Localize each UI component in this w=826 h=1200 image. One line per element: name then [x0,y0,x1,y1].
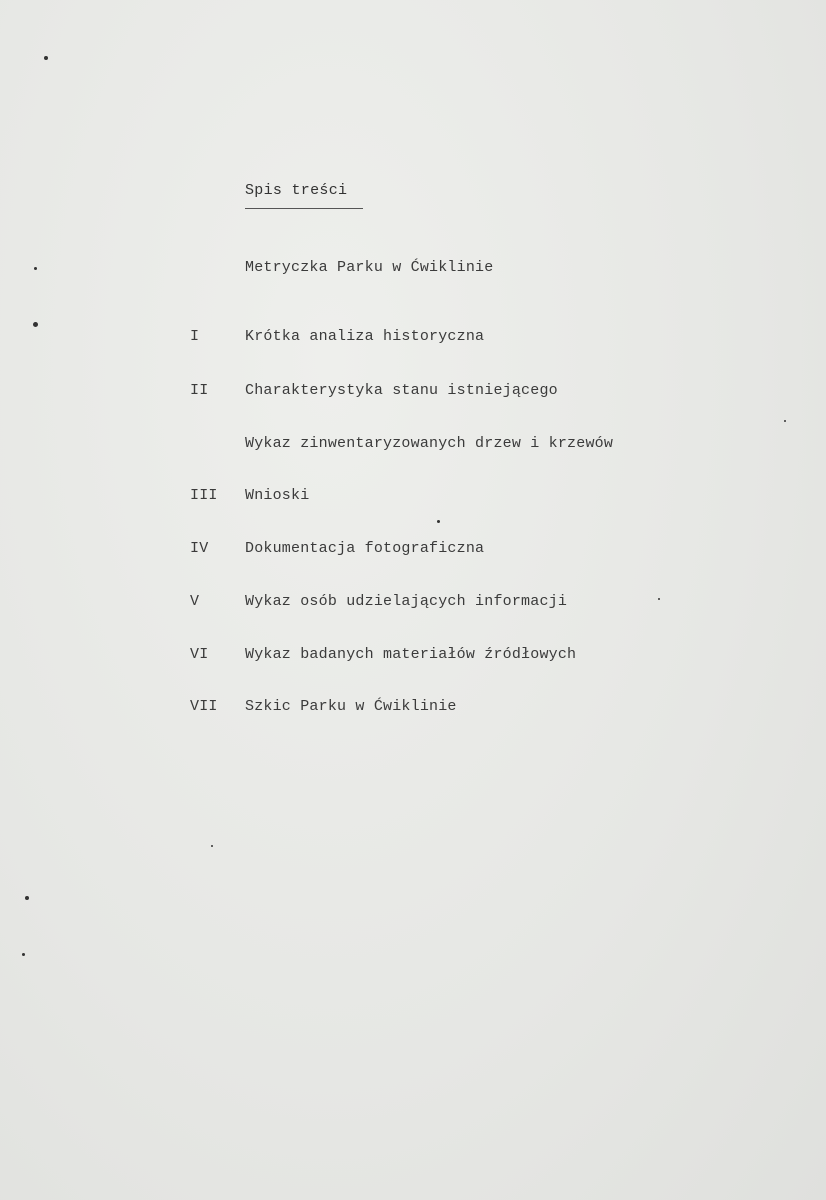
toc-entry-number: V [190,593,200,610]
toc-entry-number: III [190,487,218,504]
paper-speck [25,896,29,900]
toc-entry-title: Charakterystyka stanu istniejącego [245,382,558,399]
toc-entry-title: Dokumentacja fotograficzna [245,540,485,557]
toc-entry-number: IV [190,540,209,557]
toc-entry-number: VII [190,698,218,715]
paper-speck [33,322,38,327]
heading-underline [245,208,363,209]
paper-speck [437,520,440,523]
paper-speck [22,953,25,956]
toc-entry-title: Krótka analiza historyczna [245,328,485,345]
toc-entry-title: Wykaz zinwentaryzowanych drzew i krzewów [245,435,614,452]
paper-speck [34,267,37,270]
toc-entry-title: Szkic Parku w Ćwiklinie [245,698,457,715]
toc-entry-title: Wykaz osób udzielających informacji [245,593,568,610]
toc-entry-title: Metryczka Parku w Ćwiklinie [245,259,494,276]
toc-entry-title: Wnioski [245,487,310,504]
paper-speck [44,56,48,60]
paper-speck [784,420,786,422]
paper-speck [658,598,660,600]
toc-entry-title: Wykaz badanych materiałów źródłowych [245,646,577,663]
toc-heading: Spis treści [245,182,348,199]
toc-entry-number: VI [190,646,209,663]
paper-speck [211,845,213,847]
toc-entry-number: II [190,382,209,399]
toc-entry-number: I [190,328,200,345]
